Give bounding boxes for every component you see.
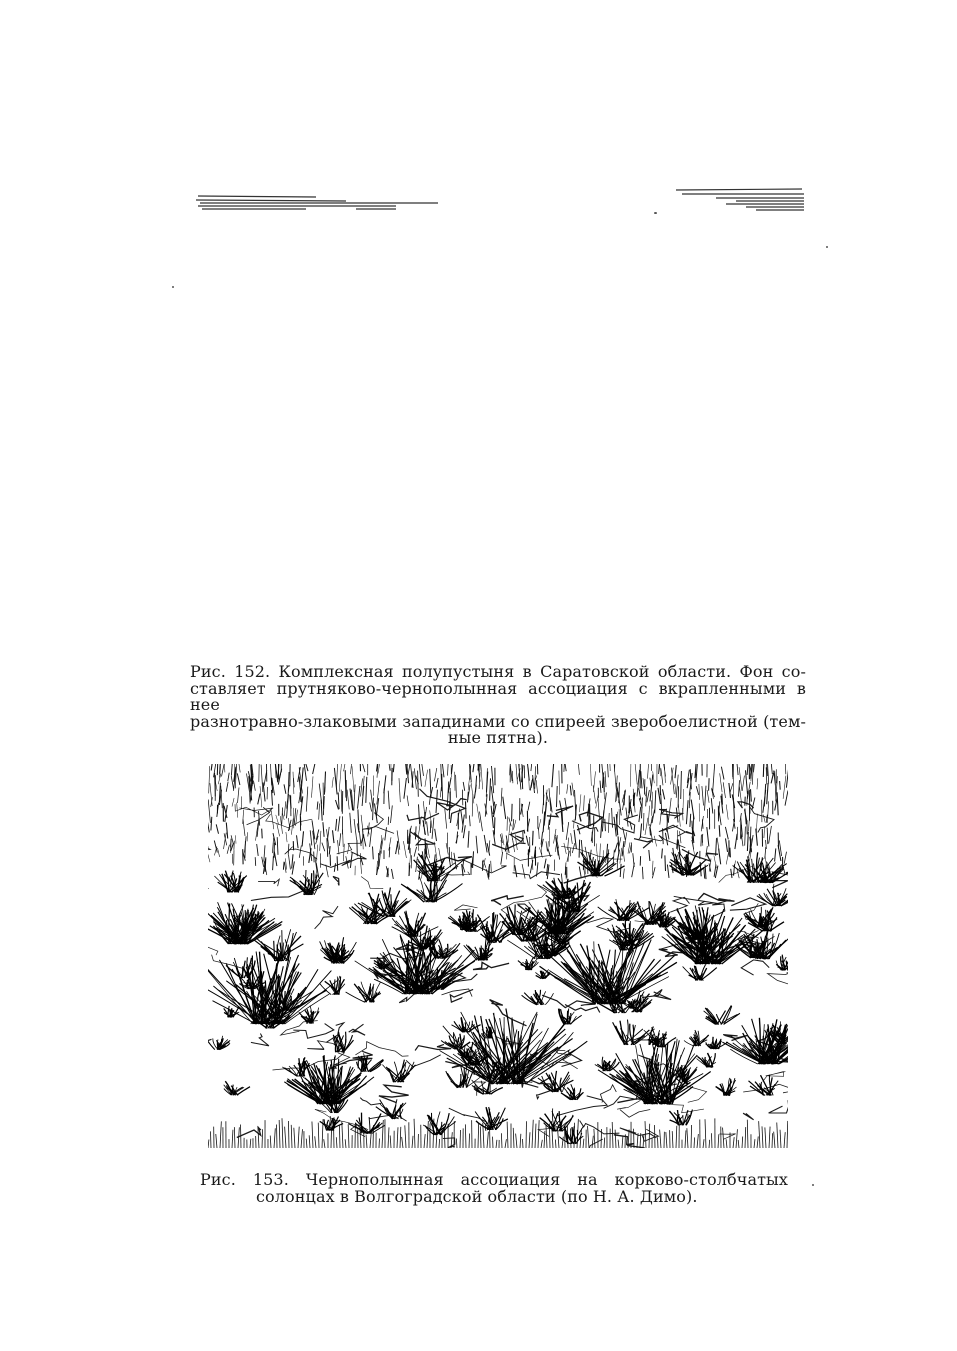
speck [172, 286, 174, 288]
top-rule-left [196, 192, 438, 212]
caption-line: солонцах в Волгоградской области (по Н. А. Димо). [256, 1186, 698, 1206]
caption-line: Рис. 152. Комплексная полупустыня в Саратовской области. Фон со- [190, 662, 806, 681]
semidesert-wormwood-illustration [208, 764, 788, 1148]
caption-line: ставляет прутняково-чернополынная ассоциация с вкрапленными в нее [190, 678, 806, 714]
speck [812, 1184, 814, 1186]
figure-152-caption [190, 664, 806, 747]
speck [654, 212, 657, 214]
caption-line: Рис. 153. Чернополынная ассоциация на корково-столбчатых [200, 1170, 788, 1189]
caption-line: ные пятна). [447, 728, 549, 747]
figure-153-caption [200, 1172, 788, 1205]
speck [826, 246, 828, 248]
caption-line: разнотравно-злаковыми западинами со спиреей зверобоелистной (тем- [190, 711, 806, 731]
top-rule-right [676, 186, 804, 212]
